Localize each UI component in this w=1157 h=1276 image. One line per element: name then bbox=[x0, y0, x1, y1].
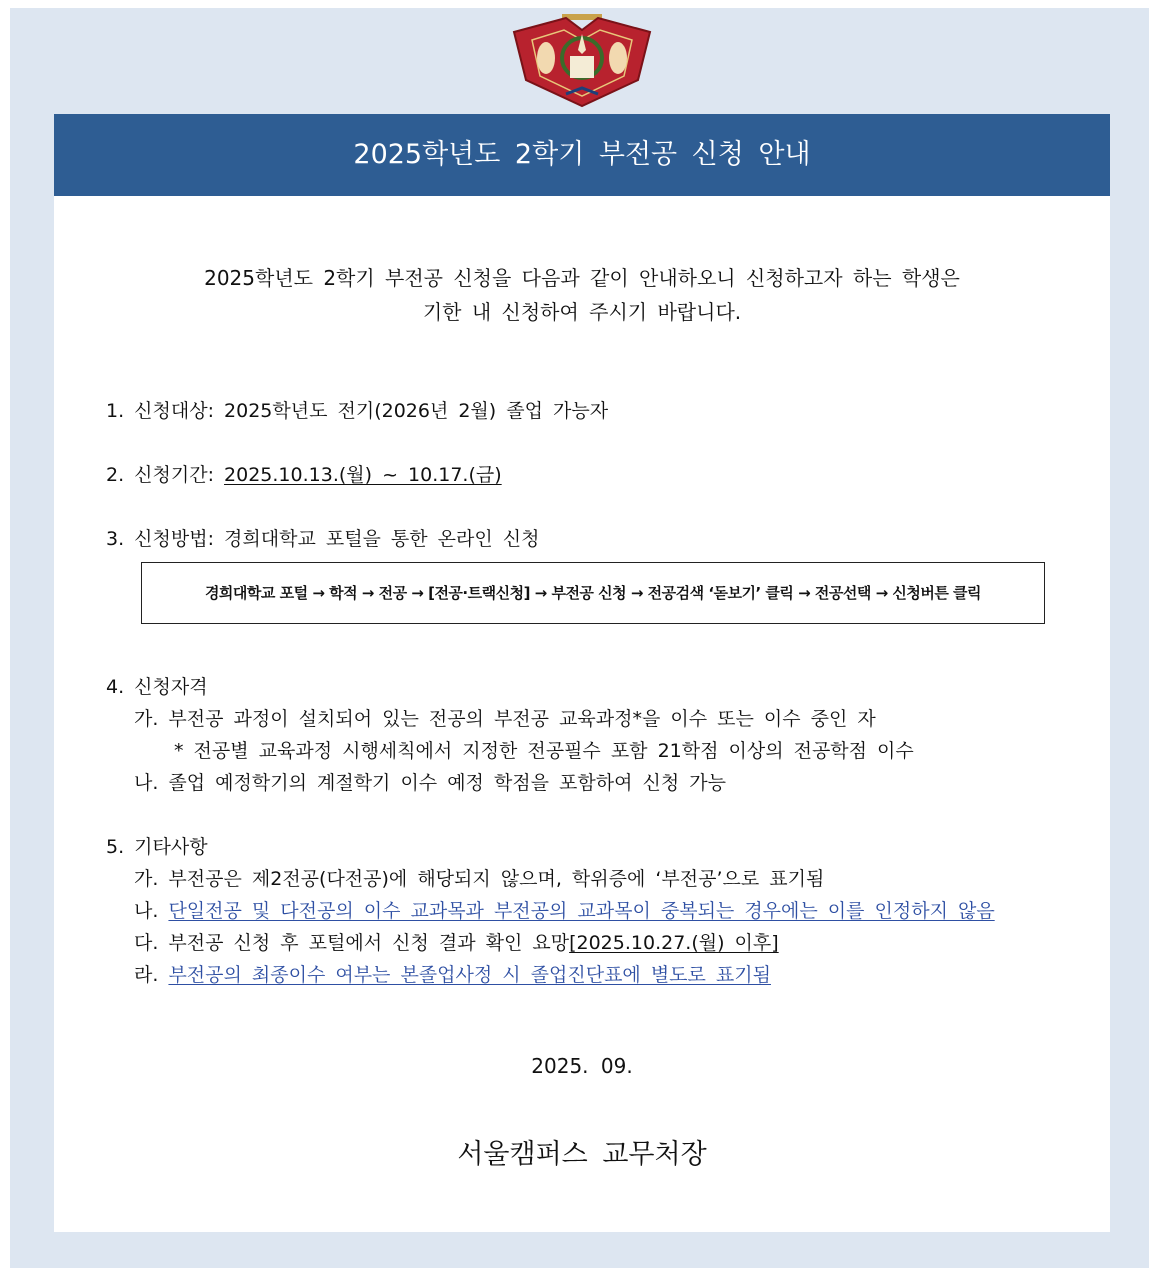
misc-b-text: 단일전공 및 다전공의 이수 교과목과 부전공의 교과목이 중복되는 경우에는 이를 인정하지 않음 bbox=[168, 900, 995, 922]
university-crest-logo bbox=[506, 10, 658, 110]
eligibility-note: * 전공별 교육과정 시행세칙에서 지정한 전공필수 포함 21학점 이상의 전공학점 이수 bbox=[174, 740, 914, 762]
misc-b-prefix: 나. bbox=[134, 900, 169, 922]
item-period bbox=[106, 460, 502, 487]
misc-c-prefix: 다. 부전공 신청 후 포털에서 신청 결과 확인 요망 bbox=[134, 932, 570, 954]
misc-c-date: [2025.10.27.(월) 이후] bbox=[569, 932, 779, 954]
misc-c bbox=[134, 928, 779, 955]
misc-d-text: 부전공의 최종이수 여부는 본졸업사정 시 졸업진단표에 별도로 표기됨 bbox=[168, 964, 771, 986]
period-label: 2. 신청기간: bbox=[106, 464, 225, 486]
issue-date: 2025. 09. bbox=[531, 1054, 633, 1078]
crest-icon bbox=[506, 10, 658, 110]
item-eligibility: 4. 신청자격 bbox=[106, 676, 208, 698]
eligibility-a: 가. 부전공 과정이 설치되어 있는 전공의 부전공 교육과정*을 이수 또는 이수 중인 자 bbox=[134, 708, 876, 730]
intro-line-2: 기한 내 신청하여 주시기 바랍니다. bbox=[422, 300, 742, 324]
misc-b bbox=[134, 896, 995, 923]
intro-line-1: 2025학년도 2학기 부전공 신청을 다음과 같이 안내하오니 신청하고자 하는 학생은 bbox=[204, 266, 960, 290]
period-dates: 2025.10.13.(월) ~ 10.17.(금) bbox=[224, 464, 502, 486]
portal-path-box: 경희대학교 포털 → 학적 → 전공 → [전공·트랙신청] → 부전공 신청 → 전공검색 ‘돋보기’ 클릭 → 전공선택 → 신청버튼 클릭 bbox=[141, 562, 1045, 624]
item-method: 3. 신청방법: 경희대학교 포털을 통한 온라인 신청 bbox=[106, 528, 540, 550]
signature: 서울캠퍼스 교무처장 bbox=[457, 1139, 707, 1170]
notice-document bbox=[54, 114, 1110, 1232]
item-target: 1. 신청대상: 2025학년도 전기(2026년 2월) 졸업 가능자 bbox=[106, 400, 609, 422]
misc-a: 가. 부전공은 제2전공(다전공)에 해당되지 않으며, 학위증에 ‘부전공’으로 표기됨 bbox=[134, 868, 825, 890]
eligibility-b: 나. 졸업 예정학기의 계절학기 이수 예정 학점을 포함하여 신청 가능 bbox=[134, 772, 726, 794]
page-title: 2025학년도 2학기 부전공 신청 안내 bbox=[54, 114, 1110, 196]
item-misc: 5. 기타사항 bbox=[106, 836, 208, 858]
misc-d bbox=[134, 960, 771, 987]
misc-d-prefix: 라. bbox=[134, 964, 169, 986]
